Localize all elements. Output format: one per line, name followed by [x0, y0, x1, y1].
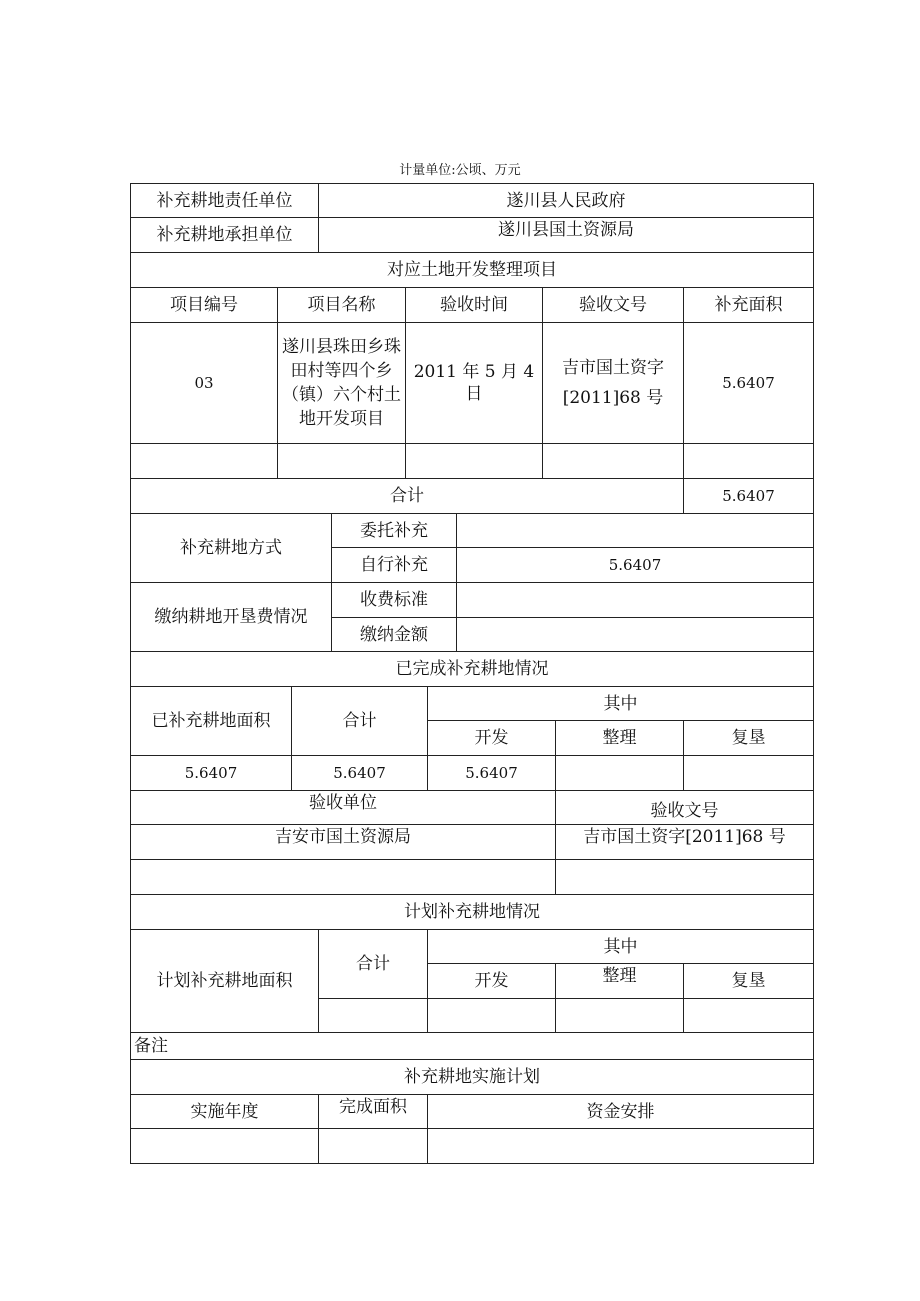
planned-total-label: 合计 [318, 929, 428, 999]
accept-doc-label: 验收文号 [555, 790, 814, 825]
planned-section-title: 计划补充耕地情况 [130, 894, 814, 930]
project-section-title: 对应土地开发整理项目 [130, 252, 814, 288]
self-value: 5.6407 [456, 547, 814, 583]
impl-year-label: 实施年度 [130, 1094, 319, 1129]
col-accept-time: 验收时间 [405, 287, 543, 323]
completed-dev-label: 开发 [427, 720, 556, 756]
fee-standard-value [456, 582, 814, 618]
fee-standard-label: 收费标准 [331, 582, 457, 618]
accept-unit-label: 验收单位 [130, 790, 556, 825]
col-supplement-area: 补充面积 [683, 287, 814, 323]
fee-amount-label: 缴纳金额 [331, 617, 457, 652]
completed-recl-value [683, 755, 814, 791]
undertake-unit-value: 遂川县国土资源局 [318, 217, 814, 253]
planned-recl-label: 复垦 [683, 963, 814, 999]
undertake-unit-label: 补充耕地承担单位 [130, 217, 319, 253]
impl-area-value [318, 1128, 428, 1164]
completed-rect-label: 整理 [555, 720, 684, 756]
planned-rect-label: 整理 [555, 963, 684, 999]
self-label: 自行补充 [331, 547, 457, 583]
table-cell: 03 [130, 322, 278, 444]
table-cell: 2011 年 5 月 4 日 [405, 322, 543, 444]
resp-unit-label: 补充耕地责任单位 [130, 183, 319, 218]
table-cell [405, 443, 543, 479]
table-cell [683, 443, 814, 479]
completed-total-label: 合计 [291, 686, 428, 756]
col-project-name: 项目名称 [277, 287, 406, 323]
method-label: 补充耕地方式 [130, 513, 332, 583]
planned-dev-label: 开发 [427, 963, 556, 999]
resp-unit-value: 遂川县人民政府 [318, 183, 814, 218]
project-total-label: 合计 [130, 478, 684, 514]
planned-total-value [318, 998, 428, 1033]
impl-year-value [130, 1128, 319, 1164]
completed-dev-value: 5.6407 [427, 755, 556, 791]
planned-dev-value [427, 998, 556, 1033]
entrust-value [456, 513, 814, 548]
completed-rect-value [555, 755, 684, 791]
planned-recl-value [683, 998, 814, 1033]
impl-fund-label: 资金安排 [427, 1094, 814, 1129]
entrust-label: 委托补充 [331, 513, 457, 548]
table-cell: 吉市国土资字[2011]68 号 [542, 322, 684, 444]
fee-label: 缴纳耕地开垦费情况 [130, 582, 332, 652]
completed-total-value: 5.6407 [291, 755, 428, 791]
completed-extra-cell [130, 859, 556, 895]
table-cell [542, 443, 684, 479]
planned-area-label: 计划补充耕地面积 [130, 929, 319, 1033]
remarks-label: 备注 [130, 1032, 814, 1060]
col-project-no: 项目编号 [130, 287, 278, 323]
completed-among-label: 其中 [427, 686, 814, 721]
completed-area-label: 已补充耕地面积 [130, 686, 292, 756]
fee-amount-value [456, 617, 814, 652]
completed-extra-cell [555, 859, 814, 895]
project-total-value: 5.6407 [683, 478, 814, 514]
impl-fund-value [427, 1128, 814, 1164]
planned-rect-value [555, 998, 684, 1033]
table-cell [130, 443, 278, 479]
completed-area-value: 5.6407 [130, 755, 292, 791]
table-cell: 遂川县珠田乡珠田村等四个乡（镇）六个村土地开发项目 [277, 322, 406, 444]
table-cell [277, 443, 406, 479]
planned-among-label: 其中 [427, 929, 814, 964]
implementation-section-title: 补充耕地实施计划 [130, 1059, 814, 1095]
completed-recl-label: 复垦 [683, 720, 814, 756]
impl-area-label: 完成面积 [318, 1094, 428, 1129]
unit-label: 计量单位:公顷、万元 [399, 163, 521, 178]
accept-doc-value: 吉市国土资字[2011]68 号 [555, 824, 814, 860]
col-accept-doc: 验收文号 [542, 287, 684, 323]
accept-unit-value: 吉安市国土资源局 [130, 824, 556, 860]
completed-section-title: 已完成补充耕地情况 [130, 651, 814, 687]
table-cell: 5.6407 [683, 322, 814, 444]
